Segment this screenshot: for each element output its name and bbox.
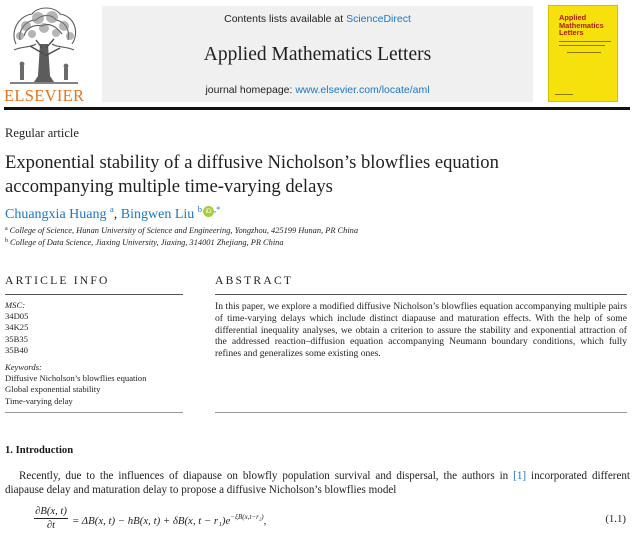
journal-homepage-link[interactable]: www.elsevier.com/locate/aml xyxy=(295,84,430,96)
keyword-item: Diffusive Nicholson’s blowflies equation xyxy=(5,373,147,383)
article-info-bottom-rule xyxy=(5,412,183,413)
contents-prefix: Contents lists available at xyxy=(224,13,347,25)
equation-numerator: ∂B(x, t) xyxy=(35,506,67,517)
keywords-label: Keywords: xyxy=(5,362,42,372)
abstract-bottom-rule xyxy=(215,412,627,413)
equation-denominator: ∂t xyxy=(46,520,56,531)
affiliation-text: College of Science, Hunan University of Science and Engineering, Yongzhou, 425199 Hunan, PR China xyxy=(9,226,359,235)
masthead-center-panel xyxy=(102,6,533,102)
author-separator: , xyxy=(113,207,121,222)
journal-title[interactable]: Applied Mathematics Letters xyxy=(203,44,432,65)
journal-homepage-line xyxy=(102,84,533,96)
cover-decoration-line xyxy=(559,41,611,42)
msc-code: 35B35 xyxy=(5,334,28,344)
homepage-prefix: journal homepage: xyxy=(205,84,296,96)
abstract-heading: ABSTRACT xyxy=(215,274,294,287)
equation-rhs-text: = ΔB(x, t) − hB(x, t) + δB(x, t − r₁)e xyxy=(72,515,231,527)
journal-cover-thumbnail[interactable] xyxy=(548,5,618,102)
corresponding-author-marker[interactable]: ,* xyxy=(214,204,221,214)
affiliation-marker: a xyxy=(5,226,8,232)
journal-masthead xyxy=(0,0,634,106)
equation-exponent: −ξB(x,t−r₂) xyxy=(230,513,264,521)
equation-lhs-fraction xyxy=(34,506,68,531)
intro-text-part1: Recently, due to the influences of diapause on blowfly population survival and dispersal, the authors in xyxy=(19,470,514,482)
citation-link[interactable]: [1] xyxy=(513,470,527,482)
cover-title: Applied Mathematics Letters xyxy=(559,13,604,38)
equation-tail: , xyxy=(263,515,267,527)
abstract-text: In this paper, we explore a modified diffusive Nicholson’s blowflies equation accompanying multiple pairs of time-varying delays which include distinct diapause and maturation effects. With the help of some differential inequality analyses, we obtain a criterion to assure the stability and exponential attraction of the addressed reaction–diffusion equation accompanying Neumann boundary conditions, which fully refines and generalizes some existing ones. xyxy=(215,301,627,360)
article-title: Exponential stability of a diffusive Nicholson’s blowflies equation accompanying multiple time-varying delays xyxy=(5,152,499,197)
author-affiliation-marker[interactable]: b xyxy=(197,204,203,214)
introduction-paragraph xyxy=(5,469,630,497)
elsevier-tree-icon xyxy=(8,4,80,86)
author-affiliation-marker[interactable]: a xyxy=(109,204,114,214)
contents-availability-line xyxy=(102,13,533,25)
equation-rhs xyxy=(72,513,266,527)
author-name[interactable]: Chuangxia Huang xyxy=(5,207,107,222)
keyword-item: Global exponential stability xyxy=(5,384,101,394)
article-info-rule xyxy=(5,294,183,295)
article-info-heading: ARTICLE INFO xyxy=(5,274,110,287)
sciencedirect-link[interactable]: ScienceDirect xyxy=(346,13,411,25)
cover-decoration-line xyxy=(555,94,573,95)
affiliation-line xyxy=(5,238,284,247)
elsevier-logo[interactable] xyxy=(4,4,85,105)
affiliation-line xyxy=(5,226,358,235)
orcid-icon[interactable]: iD xyxy=(203,206,214,217)
keyword-item: Time-varying delay xyxy=(5,396,73,406)
masthead-divider xyxy=(4,107,630,110)
author-list xyxy=(5,204,220,223)
affiliation-text: College of Data Science, Jiaxing University, Jiaxing, 314001 Zhejiang, PR China xyxy=(10,238,284,247)
equation-number[interactable]: (1.1) xyxy=(605,513,626,525)
article-type-label: Regular article xyxy=(5,126,79,140)
msc-code: 35B40 xyxy=(5,345,28,355)
cover-decoration-line xyxy=(567,52,601,53)
introduction-heading: 1. Introduction xyxy=(5,445,74,456)
msc-label: MSC: xyxy=(5,300,26,310)
author-name[interactable]: Bingwen Liu xyxy=(120,207,195,222)
msc-code: 34D05 xyxy=(5,311,29,321)
intro-text-part2: incorporated different diapause delay and maturation delay to propose a diffusive Nicholson’s blowflies model xyxy=(5,470,630,497)
affiliation-marker: b xyxy=(5,238,8,244)
cover-decoration-line xyxy=(559,45,605,46)
abstract-rule xyxy=(215,294,627,295)
msc-code: 34K25 xyxy=(5,322,29,332)
elsevier-logo-text: ELSEVIER xyxy=(4,86,85,105)
